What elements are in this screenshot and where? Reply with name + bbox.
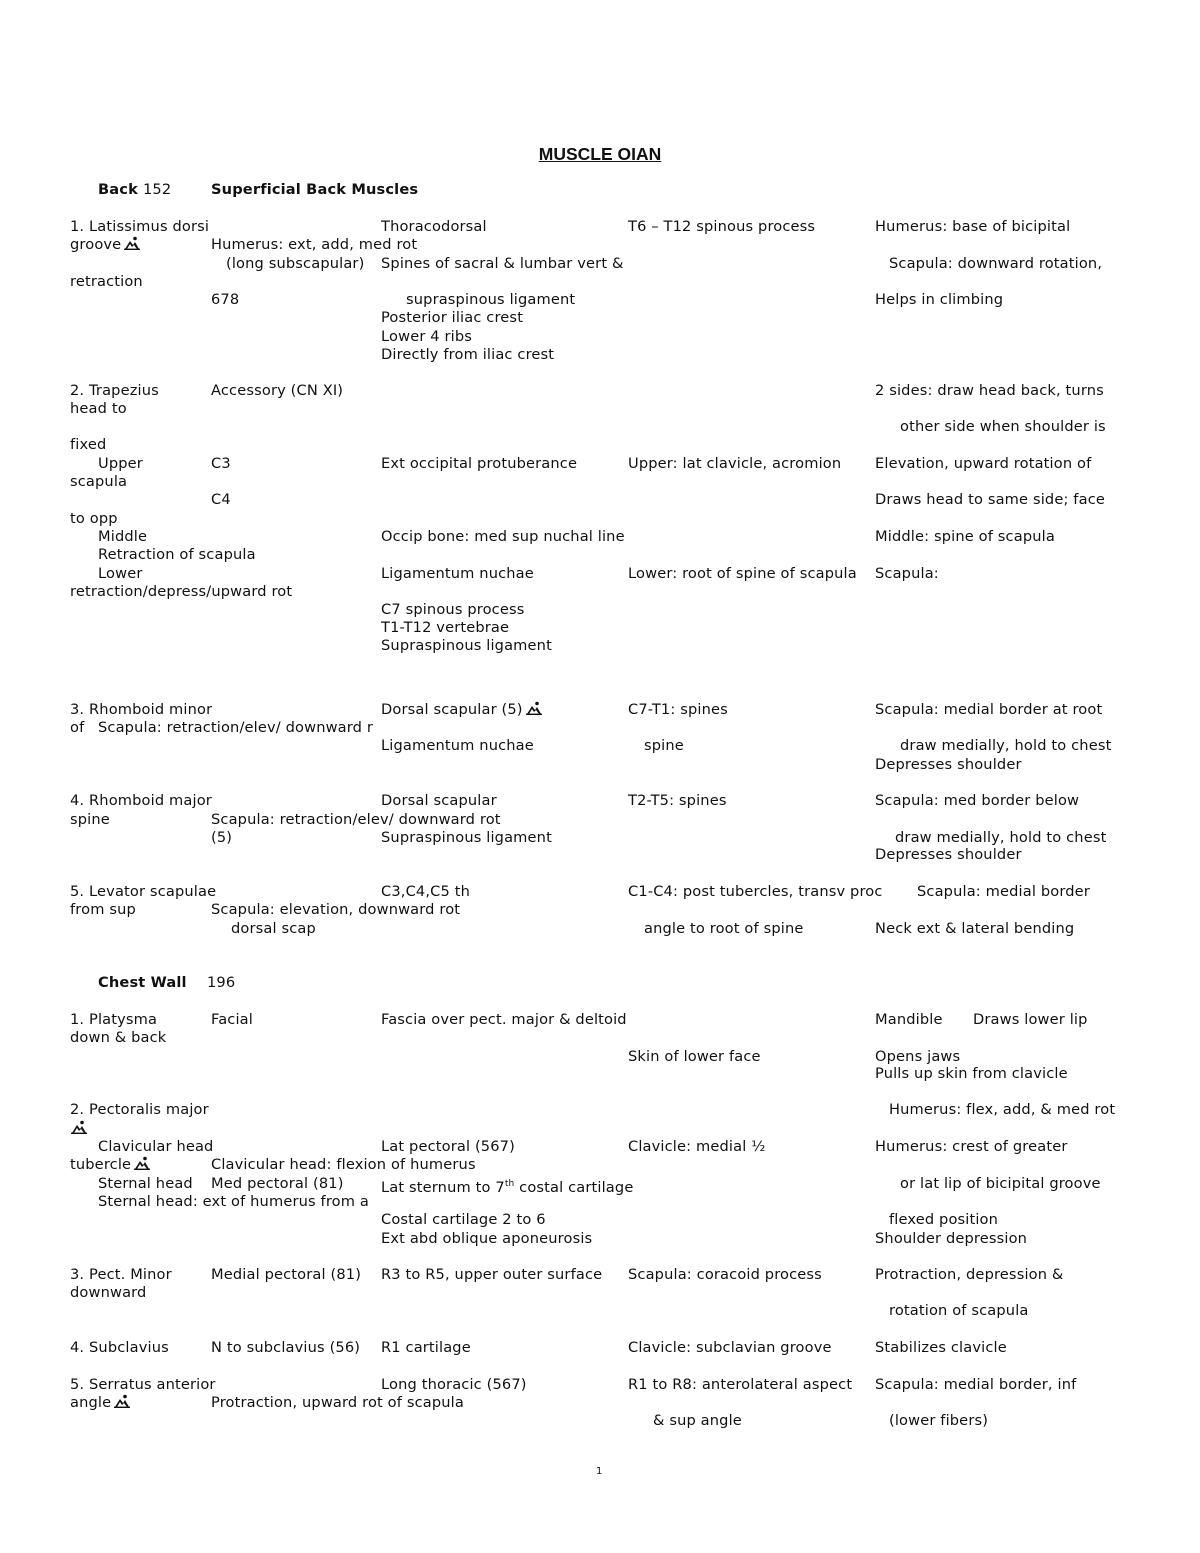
text-line [628,1048,761,1066]
line-text: Skin of lower face [628,1048,761,1065]
text-line [875,1065,1068,1083]
line-text: Helps in climbing [875,291,1004,308]
text-line [875,1339,1007,1357]
line-text: 2 sides: draw head back, turns [875,382,1104,399]
line-text: 5. Serratus anterior [70,1376,216,1393]
line-text: Scapula: [875,565,939,582]
line-text: 678 [211,291,240,308]
line-text: fixed [70,436,107,453]
text-line [70,583,292,601]
line-text: 4. Rhomboid major [70,792,212,809]
line-text: (long subscapular) [226,255,365,272]
line-text: C3,C4,C5 th [381,883,470,900]
line-text: Draws lower lip [973,1011,1088,1028]
text-line [98,565,142,583]
line-text: Med pectoral (81) [211,1175,344,1192]
text-line [628,565,857,583]
text-line [70,719,84,737]
line-text: C3 [211,455,231,472]
line-text: Superficial Back Muscles [211,181,419,198]
line-text: Shoulder depression [875,1230,1028,1247]
text-line [381,346,554,364]
text-line [143,181,171,199]
text-line [211,491,231,509]
text-line [211,236,417,254]
line-text: Fascia over pect. major & deltoid [381,1011,627,1028]
text-line [895,829,1106,847]
text-line [70,1376,216,1394]
text-line [381,1266,602,1284]
line-text: T6 – T12 spinous process [628,218,816,235]
line-text: Clavicle: medial ½ [628,1138,766,1155]
text-line [211,181,418,199]
line-text: Clavicular head: flexion of humerus [211,1156,476,1173]
line-text: Occip bone: med sup nuchal line [381,528,625,545]
text-line [875,1230,1027,1248]
text-line [875,218,1070,236]
text-line [644,737,684,755]
line-text: dorsal scap [231,920,316,937]
line-text: T2-T5: spines [628,792,727,809]
text-line [211,1339,360,1357]
text-line [875,491,1105,509]
text-line [381,1211,546,1229]
text-line [381,637,552,655]
text-line [628,883,883,901]
text-line [628,1138,766,1156]
text-line [98,719,373,737]
line-text: from sup [70,901,136,918]
line-text: Elevation, upward rotation of [875,455,1092,472]
text-line [226,255,364,273]
text-line [211,1011,253,1029]
line-text: other side when shoulder is [900,418,1106,435]
line-text: Lower: root of spine of scapula [628,565,857,582]
text-line [98,528,147,546]
line-text: draw medially, hold to chest [900,737,1112,754]
text-line [211,901,460,919]
text-line [70,1339,169,1357]
text-line [381,218,487,236]
line-text: Scapula: medial border [917,883,1090,900]
text-line [381,601,525,619]
line-text: spine [70,811,110,828]
mountain-icon [124,236,140,250]
line-text: retraction/depress/upward rot [70,583,293,600]
line-text: T1-T12 vertebrae [381,619,510,636]
line-text: C1-C4: post tubercles, transv proc [628,883,883,900]
text-line [211,382,343,400]
line-text: Supraspinous ligament [381,637,552,654]
line-text: Clavicular head [98,1138,214,1155]
line-text: Dorsal scapular [381,792,497,809]
text-line [381,309,523,327]
line-text: Sternal head [98,1175,193,1192]
line-text: Lat sternum to 7 [381,1178,505,1196]
text-line [406,291,575,309]
text-line [917,883,1090,901]
line-text: Humerus: flex, add, & med rot [889,1101,1116,1118]
text-line [70,1284,146,1302]
text-line [875,1376,1076,1394]
line-text: Scapula: downward rotation, [889,255,1103,272]
mountain-icon [114,1394,130,1408]
text-line [889,1302,1029,1320]
text-line [628,218,815,236]
line-text: Scapula: retraction/elev/ downward r [98,719,374,736]
text-line [211,1156,476,1174]
text-line [875,756,1022,774]
line-text: down & back [70,1029,167,1046]
line-text: 196 [207,974,236,991]
text-line [875,455,1091,473]
text-line [628,792,727,810]
text-line [875,792,1079,810]
text-line [875,1048,960,1066]
line-text: 3. Pect. Minor [70,1266,172,1283]
text-line [70,1156,150,1174]
line-text: Draws head to same side; face [875,491,1105,508]
text-line [98,546,256,564]
line-text: Clavicle: subclavian groove [628,1339,832,1356]
line-text: Ext abd oblique aponeurosis [381,1230,593,1247]
text-line [875,565,939,583]
text-line [875,701,1102,719]
text-line [381,1339,471,1357]
text-line [628,1266,822,1284]
text-line [653,1412,742,1430]
line-text: 4. Subclavius [70,1339,169,1356]
line-text: Neck ext & lateral bending [875,920,1075,937]
text-line [381,737,534,755]
text-line [381,1376,527,1394]
text-line [70,811,110,829]
text-line [875,528,1055,546]
line-text: Back [98,181,138,198]
line-text: Depresses shoulder [875,756,1022,773]
text-line [70,883,216,901]
text-line [628,1339,832,1357]
text-line [211,1175,344,1193]
line-text: Middle [98,528,148,545]
mountain-icon [71,1120,87,1134]
text-line [98,1193,369,1211]
line-text: Long thoracic (567) [381,1376,527,1393]
line-text: head to [70,400,127,417]
text-line [875,920,1074,938]
line-text: Ligamentum nuchae [381,737,534,754]
text-line [875,382,1104,400]
text-line [211,829,232,847]
mountain-icon [526,701,542,715]
text-line [900,418,1106,436]
line-text: Scapula: retraction/elev/ downward rot [211,811,501,828]
text-line [900,1175,1101,1193]
superscript: th [504,1179,515,1189]
text-line [381,1175,633,1197]
line-text: R3 to R5, upper outer surface [381,1266,603,1283]
text-line [381,883,470,901]
text-line [211,455,231,473]
text-line [70,236,140,254]
line-text: spine [644,737,684,754]
text-line [889,1101,1115,1119]
line-text: Scapula: coracoid process [628,1266,822,1283]
line-text: Dorsal scapular (5) [381,701,523,718]
text-line [98,974,187,992]
text-line [381,792,497,810]
line-text: Chest Wall [98,974,187,991]
text-line [875,1138,1068,1156]
line-text: Humerus: ext, add, med rot [211,236,418,253]
line-text: Humerus: base of bicipital [875,218,1071,235]
line-text: Posterior iliac crest [381,309,524,326]
text-line [381,1011,627,1029]
text-line [98,181,138,199]
line-text: 1. Latissimus dorsi [70,218,210,235]
line-text: angle to root of spine [644,920,804,937]
text-line [98,455,143,473]
text-line [70,436,106,454]
text-line [973,1011,1088,1029]
text-line [211,1394,464,1412]
line-text: Sternal head: ext of humerus from a [98,1193,369,1210]
text-line [381,455,577,473]
text-line [70,473,127,491]
line-text: Supraspinous ligament [381,829,552,846]
text-line [381,565,534,583]
text-line [70,1101,209,1119]
text-line [98,1138,213,1156]
text-line [211,1266,361,1284]
text-line [889,255,1102,273]
line-text: C4 [211,491,231,508]
page-number: 1 [596,1466,603,1477]
line-text: Lat pectoral (567) [381,1138,515,1155]
text-line [381,328,472,346]
line-text: Thoracodorsal [381,218,487,235]
line-text: (5) [211,829,233,846]
line-text: C7 spinous process [381,601,525,618]
text-line [70,1394,130,1412]
line-text: Medial pectoral (81) [211,1266,362,1283]
line-text: or lat lip of bicipital groove [900,1175,1101,1192]
line-text: Lower [98,565,143,582]
line-text: Protraction, upward rot of scapula [211,1394,464,1411]
text-line [889,1412,988,1430]
line-text: retraction [70,273,143,290]
line-text: Spines of sacral & lumbar vert & [381,255,624,272]
text-line [889,1211,998,1229]
line-text: Upper [98,455,143,472]
text-line [875,1011,943,1029]
line-text: R1 cartilage [381,1339,471,1356]
text-line [381,1138,515,1156]
line-text: supraspinous ligament [406,291,576,308]
text-line [644,920,803,938]
line-text: 2. Trapezius [70,382,159,399]
line-text: C7-T1: spines [628,701,728,718]
text-line [381,829,552,847]
text-line [875,1266,1063,1284]
line-text: Scapula: medial border at root [875,701,1103,718]
line-text: Accessory (CN XI) [211,382,344,399]
line-text: 1. Platysma [70,1011,158,1028]
text-line [628,455,841,473]
line-text: downward [70,1284,147,1301]
line-text: Ext occipital protuberance [381,455,578,472]
text-line [207,974,235,992]
line-text: Pulls up skin from clavicle [875,1065,1068,1082]
text-line [70,510,118,528]
line-text: Opens jaws [875,1048,961,1065]
line-text: Scapula: elevation, downward rot [211,901,461,918]
line-text: 5. Levator scapulae [70,883,217,900]
text-line [381,528,625,546]
line-text: (lower fibers) [889,1412,989,1429]
line-text: draw medially, hold to chest [895,829,1107,846]
text-line [70,273,143,291]
text-line [875,291,1003,309]
line-text: R1 to R8: anterolateral aspect [628,1376,853,1393]
line-text: Humerus: crest of greater [875,1138,1068,1155]
text-line [70,701,212,719]
text-line [98,1175,193,1193]
text-line [70,1029,166,1047]
text-line [628,701,728,719]
line-text: Upper: lat clavicle, acromion [628,455,842,472]
text-line [211,291,239,309]
line-text: Ligamentum nuchae [381,565,534,582]
line-text: Costal cartilage 2 to 6 [381,1211,546,1228]
line-text: Middle: spine of scapula [875,528,1055,545]
text-line [70,792,212,810]
text-line [211,811,501,829]
line-text: Retraction of scapula [98,546,256,563]
text-line [68,1120,87,1138]
line-text: Scapula: med border below [875,792,1080,809]
line-text: angle [70,1394,112,1411]
line-text: Facial [211,1011,253,1028]
text-line [381,1230,592,1248]
line-text: Depresses shoulder [875,846,1022,863]
line-text: groove [70,236,122,253]
line-text: Protraction, depression & [875,1266,1064,1283]
line-text: scapula [70,473,128,490]
line-text: Mandible [875,1011,943,1028]
text-line [70,382,159,400]
text-line [70,1266,172,1284]
text-line [381,619,509,637]
line-text: 3. Rhomboid minor [70,701,213,718]
text-line [875,846,1022,864]
line-text-continued: costal cartilage [514,1178,634,1196]
text-line [381,701,542,719]
line-text: Lower 4 ribs [381,328,473,345]
text-line [70,218,209,236]
line-text: Stabilizes clavicle [875,1339,1007,1356]
line-text: flexed position [889,1211,999,1228]
text-line [70,400,127,418]
text-line [70,1011,157,1029]
line-text: & sup angle [653,1412,742,1429]
line-text: Scapula: medial border, inf [875,1376,1077,1393]
line-text: 2. Pectoralis major [70,1101,209,1118]
text-line [628,1376,852,1394]
line-text: rotation of scapula [889,1302,1029,1319]
text-line [231,920,316,938]
text-line [900,737,1111,755]
line-text: 152 [143,181,172,198]
text-line [70,901,136,919]
document-title: MUSCLE OIAN [538,144,662,164]
text-line [381,255,624,273]
line-text: Directly from iliac crest [381,346,555,363]
line-text: to opp [70,510,118,527]
line-text: of [70,719,85,736]
mountain-icon [134,1156,150,1170]
line-text: N to subclavius (56) [211,1339,361,1356]
line-text: tubercle [70,1156,132,1173]
